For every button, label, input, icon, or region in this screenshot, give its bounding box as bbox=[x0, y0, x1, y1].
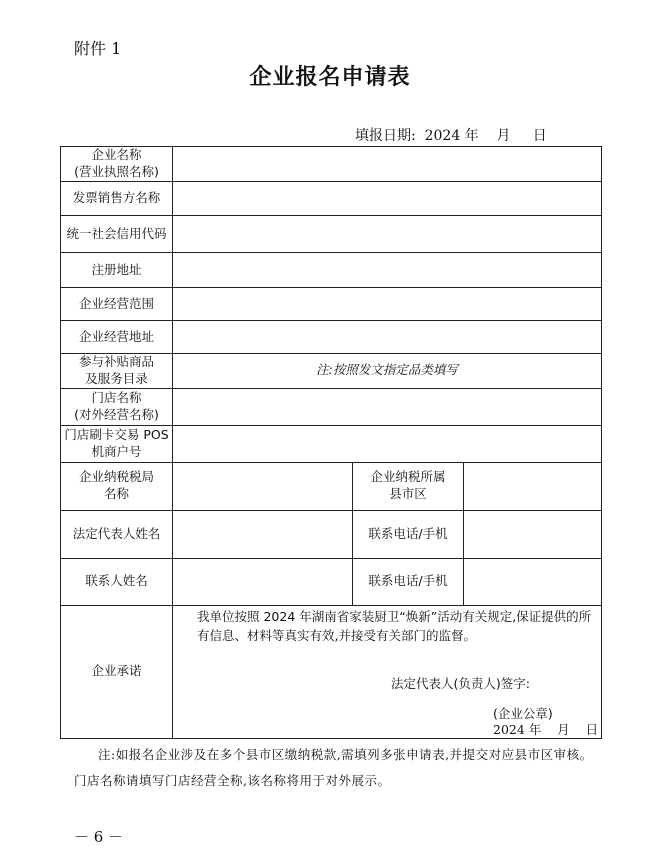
sign-date: 2024 年 月 日 bbox=[493, 721, 599, 737]
input-store-name[interactable] bbox=[173, 388, 602, 425]
label-store-name: 门店名称 (对外经营名称) bbox=[61, 388, 173, 425]
row-company-name bbox=[61, 147, 602, 182]
row-pos-merchant bbox=[61, 425, 602, 462]
input-subsidy-catalog[interactable] bbox=[173, 354, 602, 389]
label-commitment: 企业承诺 bbox=[61, 605, 173, 738]
row-business-scope bbox=[61, 288, 602, 321]
label-invoice-seller: 发票销售方名称 bbox=[61, 182, 173, 216]
input-business-scope[interactable] bbox=[173, 288, 602, 321]
row-contact-person bbox=[61, 558, 602, 605]
label-tax-bureau: 企业纳税税局 名称 bbox=[61, 462, 173, 510]
row-store-name bbox=[61, 388, 602, 425]
application-form-table bbox=[60, 146, 602, 739]
seal-label: (企业公章) bbox=[493, 705, 553, 721]
row-credit-code bbox=[61, 216, 602, 253]
input-company-name[interactable] bbox=[173, 147, 602, 182]
label-phone-1: 联系电话/手机 bbox=[353, 510, 464, 558]
label-pos-merchant: 门店刷卡交易 POS 机商户号 bbox=[61, 425, 173, 462]
row-business-address bbox=[61, 321, 602, 354]
row-commitment bbox=[61, 605, 602, 738]
label-registered-address: 注册地址 bbox=[61, 253, 173, 288]
input-business-address[interactable] bbox=[173, 321, 602, 354]
signature-label: 法定代表人(负责人)签字: bbox=[391, 675, 530, 691]
input-tax-bureau[interactable] bbox=[173, 462, 353, 510]
commitment-text: 我单位按照 2024 年湖南省家装厨卫“焕新”活动有关规定,保证提供的所有信息、材料等真实有效,并接受有关部门的监督。 bbox=[197, 608, 592, 643]
input-registered-address[interactable] bbox=[173, 253, 602, 288]
subsidy-note: 注:按照发文指定品类填写 bbox=[316, 362, 458, 378]
input-invoice-seller[interactable] bbox=[173, 182, 602, 216]
row-subsidy-catalog bbox=[61, 354, 602, 389]
attachment-label: 附件 1 bbox=[74, 39, 122, 58]
input-tax-county[interactable] bbox=[464, 462, 602, 510]
input-credit-code[interactable] bbox=[173, 216, 602, 253]
fill-date: 填报日期: 2024 年 月 日 bbox=[355, 128, 547, 144]
input-pos-merchant[interactable] bbox=[173, 425, 602, 462]
row-tax-info bbox=[61, 462, 602, 510]
label-phone-2: 联系电话/手机 bbox=[353, 558, 464, 605]
footnote: 注:如报名企业涉及在多个县市区缴纳税款,需填列多张申请表,并提交对应县市区审核。门店名称请填写门店经营全称,该名称将用于对外展示。 bbox=[74, 747, 593, 788]
label-contact-person: 联系人姓名 bbox=[61, 558, 173, 605]
label-business-scope: 企业经营范围 bbox=[61, 288, 173, 321]
input-contact-person[interactable] bbox=[173, 558, 353, 605]
label-business-address: 企业经营地址 bbox=[61, 321, 173, 354]
form-title: 企业报名申请表 bbox=[249, 64, 411, 90]
page-number: － 6 － bbox=[74, 828, 124, 846]
row-invoice-seller bbox=[61, 182, 602, 216]
commitment-cell[interactable] bbox=[173, 605, 602, 738]
input-phone-2[interactable] bbox=[464, 558, 602, 605]
label-tax-county: 企业纳税所属 县市区 bbox=[353, 462, 464, 510]
row-legal-rep bbox=[61, 510, 602, 558]
input-legal-rep[interactable] bbox=[173, 510, 353, 558]
row-registered-address bbox=[61, 253, 602, 288]
label-company-name: 企业名称 (营业执照名称) bbox=[61, 147, 173, 182]
label-credit-code: 统一社会信用代码 bbox=[61, 216, 173, 253]
label-subsidy-catalog: 参与补贴商品 及服务目录 bbox=[61, 354, 173, 389]
label-legal-rep: 法定代表人姓名 bbox=[61, 510, 173, 558]
input-phone-1[interactable] bbox=[464, 510, 602, 558]
